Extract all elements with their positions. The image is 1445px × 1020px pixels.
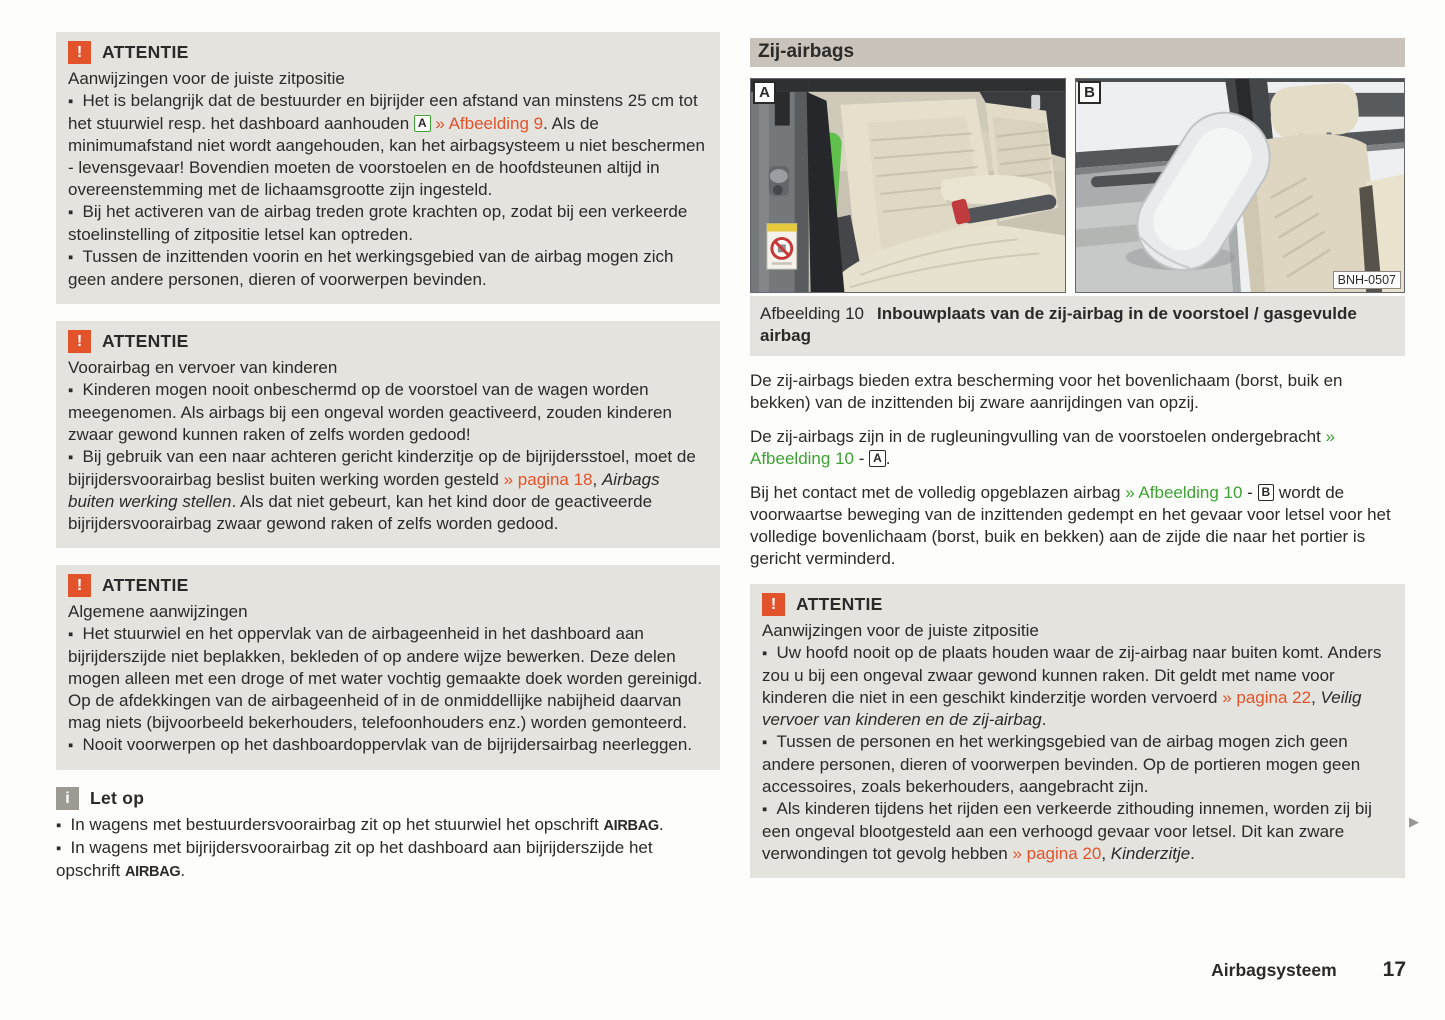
bullet-square-icon: ▪ [68, 449, 78, 466]
attention-box-body [68, 601, 708, 757]
figure-letter-badge: B [1258, 484, 1275, 501]
bullet-paragraph [68, 623, 708, 734]
text-segment: Tussen de inzittenden voorin en het werkingsgebied van de airbag mogen zich geen andere personen, dieren of voorwerpen bevinden. [68, 247, 674, 289]
figure-10-images [750, 78, 1405, 293]
text-segment: - [853, 449, 870, 468]
attention-box-header [762, 593, 1393, 616]
info-icon: i [56, 787, 79, 810]
bullet-square-icon: ▪ [762, 801, 772, 818]
bullet-paragraph [68, 734, 708, 757]
text-segment: Bij het activeren van de airbag treden grote krachten op, zodat bij een verkeerde stoelinstelling of zitpositie letsel kan optreden. [68, 202, 688, 244]
text-segment: - [1242, 483, 1258, 502]
page-footer [0, 958, 1406, 982]
cross-reference-link[interactable]: » pagina 18 [503, 470, 593, 489]
photo-code-label: BNH-0507 [1333, 271, 1401, 289]
text-segment: Bij gebruik van een naar achteren gericht kinderzitje op de bijrijdersstoel, moet de bijrijdersvoorairbag beslist buiten werking worden gesteld [68, 447, 696, 489]
body-paragraph [750, 482, 1405, 570]
bullet-square-icon: ▪ [68, 626, 78, 643]
attention-box-header [68, 574, 708, 597]
intro-line [68, 601, 708, 623]
text-segment: wordt de voorwaartse beweging van de inzittenden gedempt en het gevaar voor letsel voor het volledige bovenlichaam (borst, buik en bekken) aan de zijde die naar het portier is gericht verminderd. [750, 483, 1391, 568]
figure-caption-number: Afbeelding 10 [760, 304, 864, 323]
text-segment: . Als de minimumafstand niet wordt aangehouden, kan het airbagsysteem u niet beschermen - levensgevaar! Bovendien moeten de voorstoelen en de hoofdsteunen altijd in overeenstemming met de lichaamsgrootte zijn ingesteld. [68, 114, 705, 199]
bullet-square-icon: ▪ [56, 840, 66, 857]
bullet-square-icon: ▪ [56, 817, 66, 834]
text-segment: Als kinderen tijdens het rijden een verkeerde zithouding innemen, worden zij bij een ongeval blootgesteld aan een verhoogd gevaar voor letsel. Dit kan zware verwondingen tot gevolg hebben [762, 799, 1372, 863]
text-segment: Tussen de personen en het werkingsgebied van de airbag mogen zich geen andere personen, dieren of voorwerpen bevinden. Op de portieren mogen geen accessoires, zoals bekerhouders, aangebracht zijn. [762, 732, 1361, 796]
figure-label-b: B [1078, 81, 1101, 104]
figure-10 [750, 78, 1405, 356]
warning-icon: ! [762, 593, 785, 616]
body-paragraph [750, 370, 1405, 414]
body-paragraphs [750, 370, 1405, 570]
text-segment: Aanwijzingen voor de juiste zitpositie [762, 621, 1039, 640]
text-segment: . [1190, 844, 1195, 863]
bullet-paragraph [68, 246, 708, 291]
text-segment: Kinderzitje [1110, 844, 1191, 863]
text-segment: Het is belangrijk dat de bestuurder en bijrijder een afstand van minstens 25 cm tot het stuurwiel resp. het dashboard aanhouden [68, 91, 698, 133]
page-continues-marker-icon: ▶ [1409, 814, 1419, 829]
bullet-paragraph [68, 446, 708, 535]
figure-label-a: A [753, 81, 776, 104]
attention-title: ATTENTIE [102, 42, 189, 62]
text-segment: . [1041, 710, 1047, 729]
text-segment: Nooit voorwerpen op het dashboardoppervlak van de bijrijdersairbag neerleggen. [82, 735, 693, 754]
note-box-body [56, 814, 720, 883]
cross-reference-link[interactable]: » Afbeelding 9 [435, 114, 544, 133]
door-handle-detail [1031, 95, 1040, 110]
cross-reference-link[interactable]: » Afbeelding 10 [1125, 483, 1243, 502]
section-heading [750, 38, 1405, 67]
footer-section-label: Airbagsysteem [1211, 960, 1337, 980]
text-segment: . [885, 449, 891, 468]
intro-line [762, 620, 1393, 642]
text-segment: In wagens met bijrijdersvoorairbag zit op het dashboard aan bijrijderszijde het opschrift [56, 838, 653, 880]
text-segment: De zij-airbags bieden extra bescherming voor het bovenlichaam (borst, buik en bekken) van de inzittenden bij zware aanrijdingen van opzij. [750, 371, 1343, 412]
attention-title: ATTENTIE [102, 575, 189, 595]
text-segment: . Als dat niet gebeurt, kan het kind door de geactiveerde bijrijdersvoorairbag zwaar gewond raken of zelfs worden gedood. [68, 492, 653, 533]
figure-10-image-a [750, 78, 1066, 293]
text-segment: , [1311, 688, 1321, 707]
text-segment: Veilig vervoer van kinderen en de zij-airbag [762, 688, 1362, 729]
attention-box-seating-position [56, 32, 720, 304]
bullet-paragraph [68, 90, 708, 201]
attention-title: ATTENTIE [796, 594, 883, 614]
attention-box-side-airbag [750, 584, 1405, 878]
bullet-square-icon: ▪ [762, 734, 772, 751]
bullet-paragraph [762, 798, 1393, 865]
figure-letter-badge: A [869, 450, 886, 467]
figure-letter-badge: A [414, 115, 431, 132]
text-segment: . [658, 815, 664, 834]
text-segment: , [592, 470, 602, 489]
attention-box-body [68, 68, 708, 291]
headrest [1269, 81, 1361, 140]
text-segment: , [1101, 844, 1111, 863]
figure-caption-text: Inbouwplaats van de zij-airbag in de voorstoel / gasgevulde airbag [760, 304, 1357, 345]
airbag-inscription: AIRBAG [124, 864, 181, 880]
attention-box-header [68, 330, 708, 353]
bullet-paragraph [56, 837, 720, 883]
attention-box-header [68, 41, 708, 64]
bullet-square-icon: ▪ [68, 737, 78, 754]
text-segment: Kinderen mogen nooit onbeschermd op de voorstoel van de wagen worden meegenomen. Als airbags bij een ongeval worden geactiveerd, zouden kinderen zwaar gewond kunnen raken of zelfs worden gedood! [68, 380, 672, 444]
text-segment: Aanwijzingen voor de juiste zitpositie [68, 69, 345, 88]
footer-page-number: 17 [1382, 958, 1406, 981]
bullet-square-icon: ▪ [762, 645, 772, 662]
body-paragraph [750, 426, 1405, 470]
note-box-header [56, 787, 720, 810]
note-title: Let op [90, 788, 145, 808]
text-segment: Uw hoofd nooit op de plaats houden waar de zij-airbag naar buiten komt. Anders zou u bij een ongeval zwaar gewond kunnen raken. Dit geldt met name voor kinderen die niet in een geschikt kinderzitje worden vervoerd [762, 643, 1382, 707]
cross-reference-link[interactable]: » pagina 20 [1012, 844, 1102, 863]
intro-line [68, 357, 708, 379]
text-segment: Algemene aanwijzingen [68, 602, 248, 621]
bullet-square-icon: ▪ [68, 382, 78, 399]
bullet-paragraph [56, 814, 720, 837]
section-heading-label: Zij-airbags [758, 41, 855, 62]
text-segment: Bij het contact met de volledig opgeblazen airbag [750, 483, 1126, 502]
bullet-paragraph [762, 731, 1393, 798]
attention-box-general-instructions [56, 565, 720, 770]
left-column [56, 32, 720, 883]
text-segment: Het stuurwiel en het oppervlak van de airbageenheid in het dashboard aan bijrijderszijde niet beplakken, bekleden of op andere wijze bewerken. Deze delen mogen alleen met een droge of met water vochtig gemaakte doek worden gereinigd. Op de afdekkingen van de airbageenheid of in de onmiddellijke nabijheid daarvan mag niets (bijvoorbeeld bekerhouders, telefoonhouders enz.) worden gemonteerd. [68, 624, 703, 732]
bullet-paragraph [68, 379, 708, 446]
seatbelt-strap [775, 92, 790, 126]
bullet-square-icon: ▪ [68, 249, 78, 266]
note-box [56, 787, 720, 883]
intro-line [68, 68, 708, 90]
cross-reference-link[interactable]: » pagina 22 [1222, 688, 1312, 707]
figure-10-image-b [1075, 78, 1405, 293]
bullet-paragraph [762, 642, 1393, 731]
bullet-square-icon: ▪ [68, 204, 78, 221]
text-segment: De zij-airbags zijn in de rugleuningvulling van de voorstoelen ondergebracht [750, 427, 1326, 446]
inflated-airbag-illustration [1076, 79, 1404, 292]
warning-icon: ! [68, 574, 91, 597]
figure-caption [750, 296, 1405, 356]
seat-side-airbag-location-illustration [751, 79, 1065, 292]
warning-icon: ! [68, 330, 91, 353]
text-segment: Airbags buiten werking stellen [68, 470, 660, 511]
right-column [750, 38, 1405, 895]
attention-box-body [68, 357, 708, 535]
attention-box-body [762, 620, 1393, 865]
bullet-paragraph [68, 201, 708, 246]
text-segment: . [180, 861, 186, 880]
cross-reference-link[interactable]: » Afbeelding 10 [750, 427, 1335, 468]
warning-icon: ! [68, 41, 91, 64]
text-segment: Voorairbag en vervoer van kinderen [68, 358, 338, 377]
bullet-square-icon: ▪ [68, 93, 78, 110]
text-segment: In wagens met bestuurdersvoorairbag zit op het stuurwiel het opschrift [70, 815, 604, 834]
attention-title: ATTENTIE [102, 331, 189, 351]
attention-box-children-front-airbag [56, 321, 720, 548]
airbag-inscription: AIRBAG [603, 818, 659, 834]
warning-sticker [767, 224, 797, 270]
